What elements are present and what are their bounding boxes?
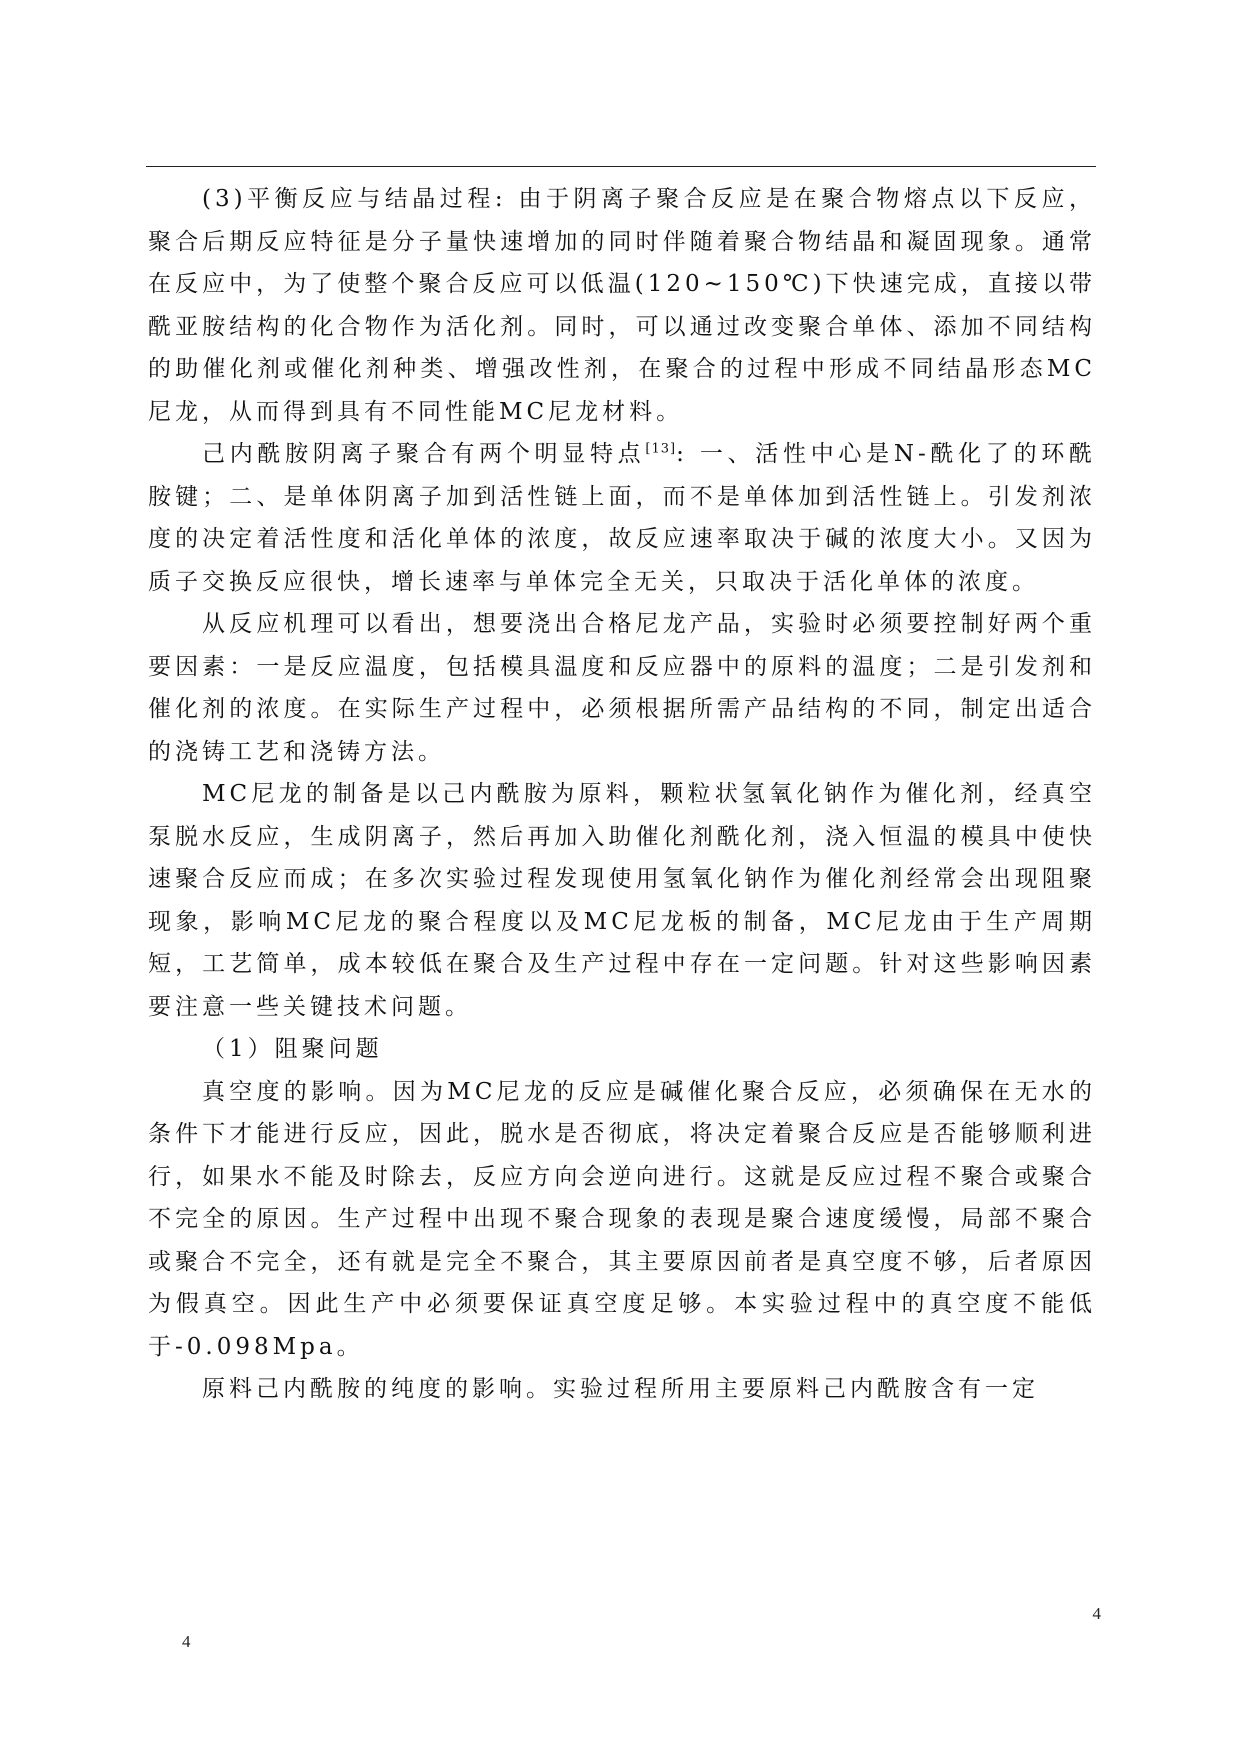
paragraph-text-after-citation: : 一、活性中心是N-酰化了的环酰胺键；二、是单体阴离子加到活性链上面，而不是单体加到活性链上。引发剂浓度的决定着活性度和活化单体的浓度，故反应速率取决于碱的浓度大小。又因为质子交换反应很快，增长速率与单体完全无关，只取决于活化单体的浓度。 xyxy=(148,441,1096,595)
page-number-left: 4 xyxy=(182,1632,191,1651)
paragraph-mc-nylon-preparation: MC尼龙的制备是以己内酰胺为原料，颗粒状氢氧化钠作为催化剂，经真空泵脱水反应，生成阴离子，然后再加入助催化剂酰化剂，浇入恒温的模具中使快速聚合反应而成；在多次实验过程发现使用氢氧化钠作为催化剂经常会出现阻聚现象，影响MC尼龙的聚合程度以及MC尼龙板的制备，MC尼龙由于生产周期短，工艺简单，成本较低在聚合及生产过程中存在一定问题。针对这些影响因素要注意一些关键技术问题。 xyxy=(148,781,1096,1020)
header-rule xyxy=(146,166,1096,167)
section-heading-inhibition: （1）阻聚问题 xyxy=(202,1036,383,1062)
paragraph-text-before-citation: 己内酰胺阴离子聚合有两个明显特点 xyxy=(202,441,646,467)
paragraph-vacuum-influence: 真空度的影响。因为MC尼龙的反应是碱催化聚合反应，必须确保在无水的条件下才能进行反应，因此，脱水是否彻底，将决定着聚合反应是否能够顺利进行，如果水不能及时除去，反应方向会逆向进行。这就是反应过程不聚合或聚合不完全的原因。生产过程中出现不聚合现象的表现是聚合速度缓慢，局部不聚合或聚合不完全，还有就是完全不聚合，其主要原因前者是真空度不够，后者原因为假真空。因此生产中必须要保证真空度足够。本实验过程中的真空度不能低于-0.098Mpa。 xyxy=(148,1078,1096,1360)
paragraph-raw-material-purity: 原料己内酰胺的纯度的影响。实验过程所用主要原料己内酰胺含有一定 xyxy=(202,1376,1039,1402)
paragraph-anionic-polymerization-features xyxy=(148,433,1096,603)
body-text xyxy=(148,178,1096,1411)
citation-marker: [13] xyxy=(645,441,677,457)
page-number-right: 4 xyxy=(1092,1604,1101,1623)
paragraph-reaction-mechanism: 从反应机理可以看出，想要浇出合格尼龙产品，实验时必须要控制好两个重要因素：一是反应温度，包括模具温度和反应器中的原料的温度；二是引发剂和催化剂的浓度。在实际生产过程中，必须根据所需产品结构的不同，制定出适合的浇铸工艺和浇铸方法。 xyxy=(148,611,1096,765)
paragraph-equilibrium-crystallization: (3)平衡反应与结晶过程: 由于阴离子聚合反应是在聚合物熔点以下反应，聚合后期反应特征是分子量快速增加的同时伴随着聚合物结晶和凝固现象。通常在反应中，为了使整个聚合反应可以低温(120~150℃)下快速完成，直接以带酰亚胺结构的化合物作为活化剂。同时，可以通过改变聚合单体、添加不同结构的助催化剂或催化剂种类、增强改性剂，在聚合的过程中形成不同结晶形态MC尼龙，从而得到具有不同性能MC尼龙材料。 xyxy=(148,186,1096,425)
